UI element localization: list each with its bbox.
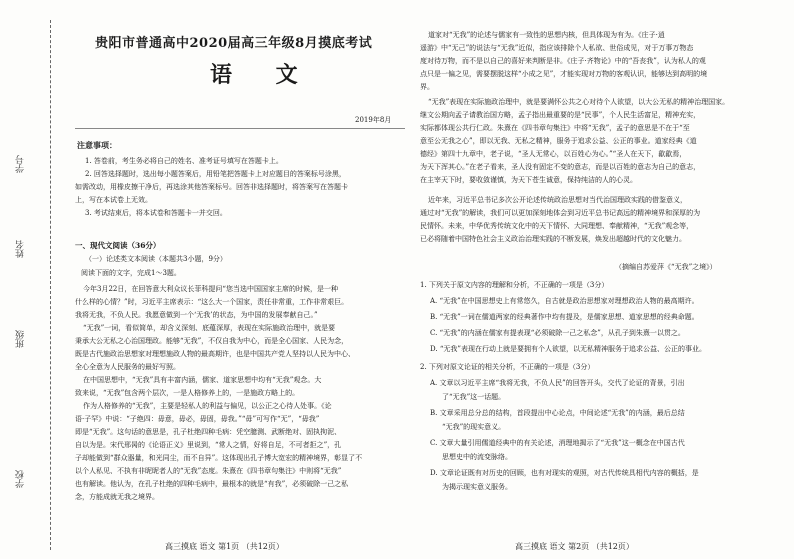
passage-line: 在中国思想中，“无我”具有丰富内涵，儒家、道家思想中均有“无我”观念。大 <box>83 376 322 384</box>
passage-line: 什么样的心情？”时，习近平主席表示：“这么大一个国家，责任非常重，工作非常艰巨。 <box>75 298 349 306</box>
reading-instruction: 阅读下面的文字，完成1～3题。 <box>81 269 181 277</box>
footer-left: 高三摸底 语文 第1页 （共12页） <box>165 542 284 551</box>
passage-line: “无我”一词，看似简单，却含义深刻、底蕴深厚，表现在实际施政治理中，就是要 <box>83 324 336 332</box>
passage-line: 道家对“无我”的论述与儒家有一致性的思想内核，但具体现为有为。《庄子·逍 <box>428 31 665 39</box>
passage-line: 遥游》中“无己”的说法与“无我”近似，指应该排除个人私欲、世俗成见，对于万事万物态 <box>420 44 694 52</box>
answer-option-cont: 为揭示现实意义服务。 <box>442 483 512 491</box>
passage-line: 致来说，“无我”包含两个层次，一是人格修养上的，一是施政方略上的。 <box>75 389 300 397</box>
passage-line: 民情怀。未来，中华优秀传统文化中的天下情怀、大同理想、奉献精神，“无我”观念等， <box>420 222 694 230</box>
answer-option-cont: 了“无我”这一话题。 <box>442 393 506 401</box>
passage-line: 子却能做到“群众器量，和光同尘，而不自异”。这体现出孔子博大宽宏的精神境界，彰显了不 <box>75 454 363 462</box>
answer-option: D. 文章论证既有对历史的回顾，也有对现实的观照，对古代传统具相代内容的概括，是 <box>430 469 699 477</box>
answer-option: C. “无我”的内涵在儒家有提表现“必须破除一己之私念”，从孔子到朱熹一以贯之。 <box>430 329 685 337</box>
passage-line: 作为人格修养的“无我”，主要是轻私人的利益与偏见，以公正之心待人处事。《论 <box>83 402 332 410</box>
passage-line: 实际都体现公共行仁政。朱熹在《四书章句集注》中将“无我”，孟子的意思是不在于“至 <box>420 124 690 132</box>
passage-line: 德经》第四十九章中，老子说，“圣人无常心，以百姓心为心。”“圣人在天下，歙歙焉， <box>420 150 687 158</box>
passage-line: 近年来，习近平总书记多次公开论述传统政治思想对当代治国理政实践的借鉴意义， <box>428 196 687 204</box>
question-stem: 2. 下列对原文论证的相关分析，不正确的一项是（3分） <box>420 363 595 371</box>
notice-item: 2. 回答选择题时，选出每小题答案后，用铅笔把答题卡上对应题目的答案标号涂黑， <box>85 170 346 178</box>
passage-line: 意至公无我之心”，即以无我、无私之精神，服务于追求公益、公正的事业。道家经典《道 <box>420 137 697 145</box>
binding-label-school: 学校 <box>16 470 26 488</box>
answer-option-cont: 思想史中的流变脉络。 <box>442 453 512 461</box>
passage-line: 秉承大公无私之心治国理政。能够“无我”，不仅自我为中心，而是全心国家、人民为念， <box>75 337 349 345</box>
passage-line: 也有解读。他认为，在孔子杜绝的四种毛病中，最根本的就是“有我”，必须破除一己之私 <box>75 480 349 488</box>
header-rule <box>75 128 405 129</box>
footer-right: 高三摸底 语文 第2页 （共12页） <box>515 542 634 551</box>
answer-option: B. “无我”一词在儒道两家的经典著作中均有提及，是儒家思想、道家思想的经典命题。 <box>430 313 699 321</box>
exam-title: 贵阳市普通高中2020届高三年级8月摸底考试 <box>95 36 373 51</box>
passage-line: “无我”表现在实际施政治理中，就是要满怀公共之心对待个人欲望，以大公无私的精神治理国家。 <box>428 98 730 106</box>
binding-label-id: 学号 <box>16 155 26 173</box>
binding-dashed-line <box>50 20 51 550</box>
passage-line: 在主宰天下时，要收敛谨慎，为天下苍生诚意，保持纯洁的人的心灵。 <box>420 176 637 184</box>
exam-date: 2019年8月 <box>355 116 392 124</box>
answer-option-cont: “无我”的现实意义。 <box>442 423 506 431</box>
answer-option: D. “无我”表现在行动上就是要拥有个人欲望，以无私精神服务于追求公益、公正的事业。 <box>430 345 706 353</box>
passage-line: 为天下浑其心。”在老子看来，圣人没有固定不变的意志，而是以百姓的意志为自己的意志， <box>420 163 701 171</box>
subsection-heading: （一）论述类文本阅读（本题共3小题，9分） <box>85 255 227 263</box>
passage-line: 语·子罕》中说：“子绝四：毋意，毋必，毋固，毋我。”“毋”可写作“无”，“毋我” <box>75 415 320 423</box>
passage-line: 即是“无我”。这句话的意思是，孔子杜绝四种毛病：凭空臆测、武断绝对、固执拘泥、 <box>75 428 342 436</box>
notice-item: 如需改动，用橡皮擦干净后，再选涂其他答案标号。回答非选择题时，将答案写在答题卡 <box>75 183 348 191</box>
answer-option: A. 文章以习近平主席“我将无我，不负人民”的回答开头，交代了论证的背景，引出 <box>430 379 685 387</box>
exam-subject: 语 文 <box>210 62 316 88</box>
answer-option: B. 文章采用总分总的结构，首段提出中心论点，中间论述“无我”的内涵，最后总结 <box>430 409 685 417</box>
answer-option: A. “无我”在中国思想史上有常悠久，自古就是政治思想家对理想政治人物的最高期许。 <box>430 297 699 305</box>
passage-line: 以个人私见、不执有非昵昵者人的“无我”态度。朱熹在《四书章句集注》中则将“无我” <box>75 467 342 475</box>
passage-line: 念，方能成就无我之境界。 <box>75 493 159 501</box>
passage-line: 全心全意为人民服务的最好写照。 <box>75 363 180 371</box>
passage-source: （摘编自苏爱萍《“无我”之境》） <box>615 263 717 271</box>
binding-label-name: 姓名 <box>16 240 26 258</box>
passage-line: 已必将随着中国特色社会主义政治治理实践的不断发展，焕发出超越时代的文化魅力。 <box>420 235 686 243</box>
passage-line: 自以为是。宋代邢昺的《论语正义》里说到，“常人之情，好将自足，不可者拒之”，孔 <box>75 441 342 449</box>
passage-line: 我将无我，不负人民。我愿意做到一个‘无我’的状态，为中国的发展奉献自己。” <box>75 311 318 319</box>
notice-item: 1. 答卷前，考生务必将自己的姓名、准考证号填写在答题卡上。 <box>85 157 283 165</box>
section-heading: 一、现代文阅读（36分） <box>75 241 161 250</box>
passage-line: 今年3月22日，在回答意大利众议长菲科提问“您当选中国国家主席的时候，是一种 <box>83 285 338 293</box>
notice-item: 上，写在本试卷上无效。 <box>75 196 152 204</box>
binding-margin <box>0 0 70 559</box>
passage-line: 点只是一偏之见，需要摆脱这样“小成之见”，才能实现对万物的客观认识，能够达到高明的境 <box>420 70 708 78</box>
notice-item: 3. 考试结束后，将本试卷和答题卡一并交回。 <box>85 209 227 217</box>
answer-option: C. 文章大量引用儒道经典中的有关论述，消理地揭示了“无我”这一概念在中国古代 <box>430 439 685 447</box>
question-stem: 1. 下列关于原文内容的理解和分析，不正确的一项是（3分） <box>420 281 609 289</box>
passage-line: 通过对“无我”的解读，我们可以更加深刻地体会到习近平总书记高远的精神境界和深厚的为 <box>420 209 701 217</box>
passage-line: 既是古代施政治思想家对理想施政人物的最高期许，也是中国共产党人坚持以人民为中心、 <box>75 350 355 358</box>
notice-heading: 注意事项： <box>77 140 117 150</box>
binding-label-class: 班级 <box>16 330 26 348</box>
passage-line: 界。 <box>420 83 434 91</box>
passage-line: 度对待万物，而不是以自己的喜好来判断是非。《庄子·齐物论》中的“吾丧我”，认为私人的观 <box>420 57 706 65</box>
passage-line: 继文公期向孟子请教治国方略，孟子指出最重要的是“民事”，个人民生活富足，精神充实， <box>420 111 701 119</box>
